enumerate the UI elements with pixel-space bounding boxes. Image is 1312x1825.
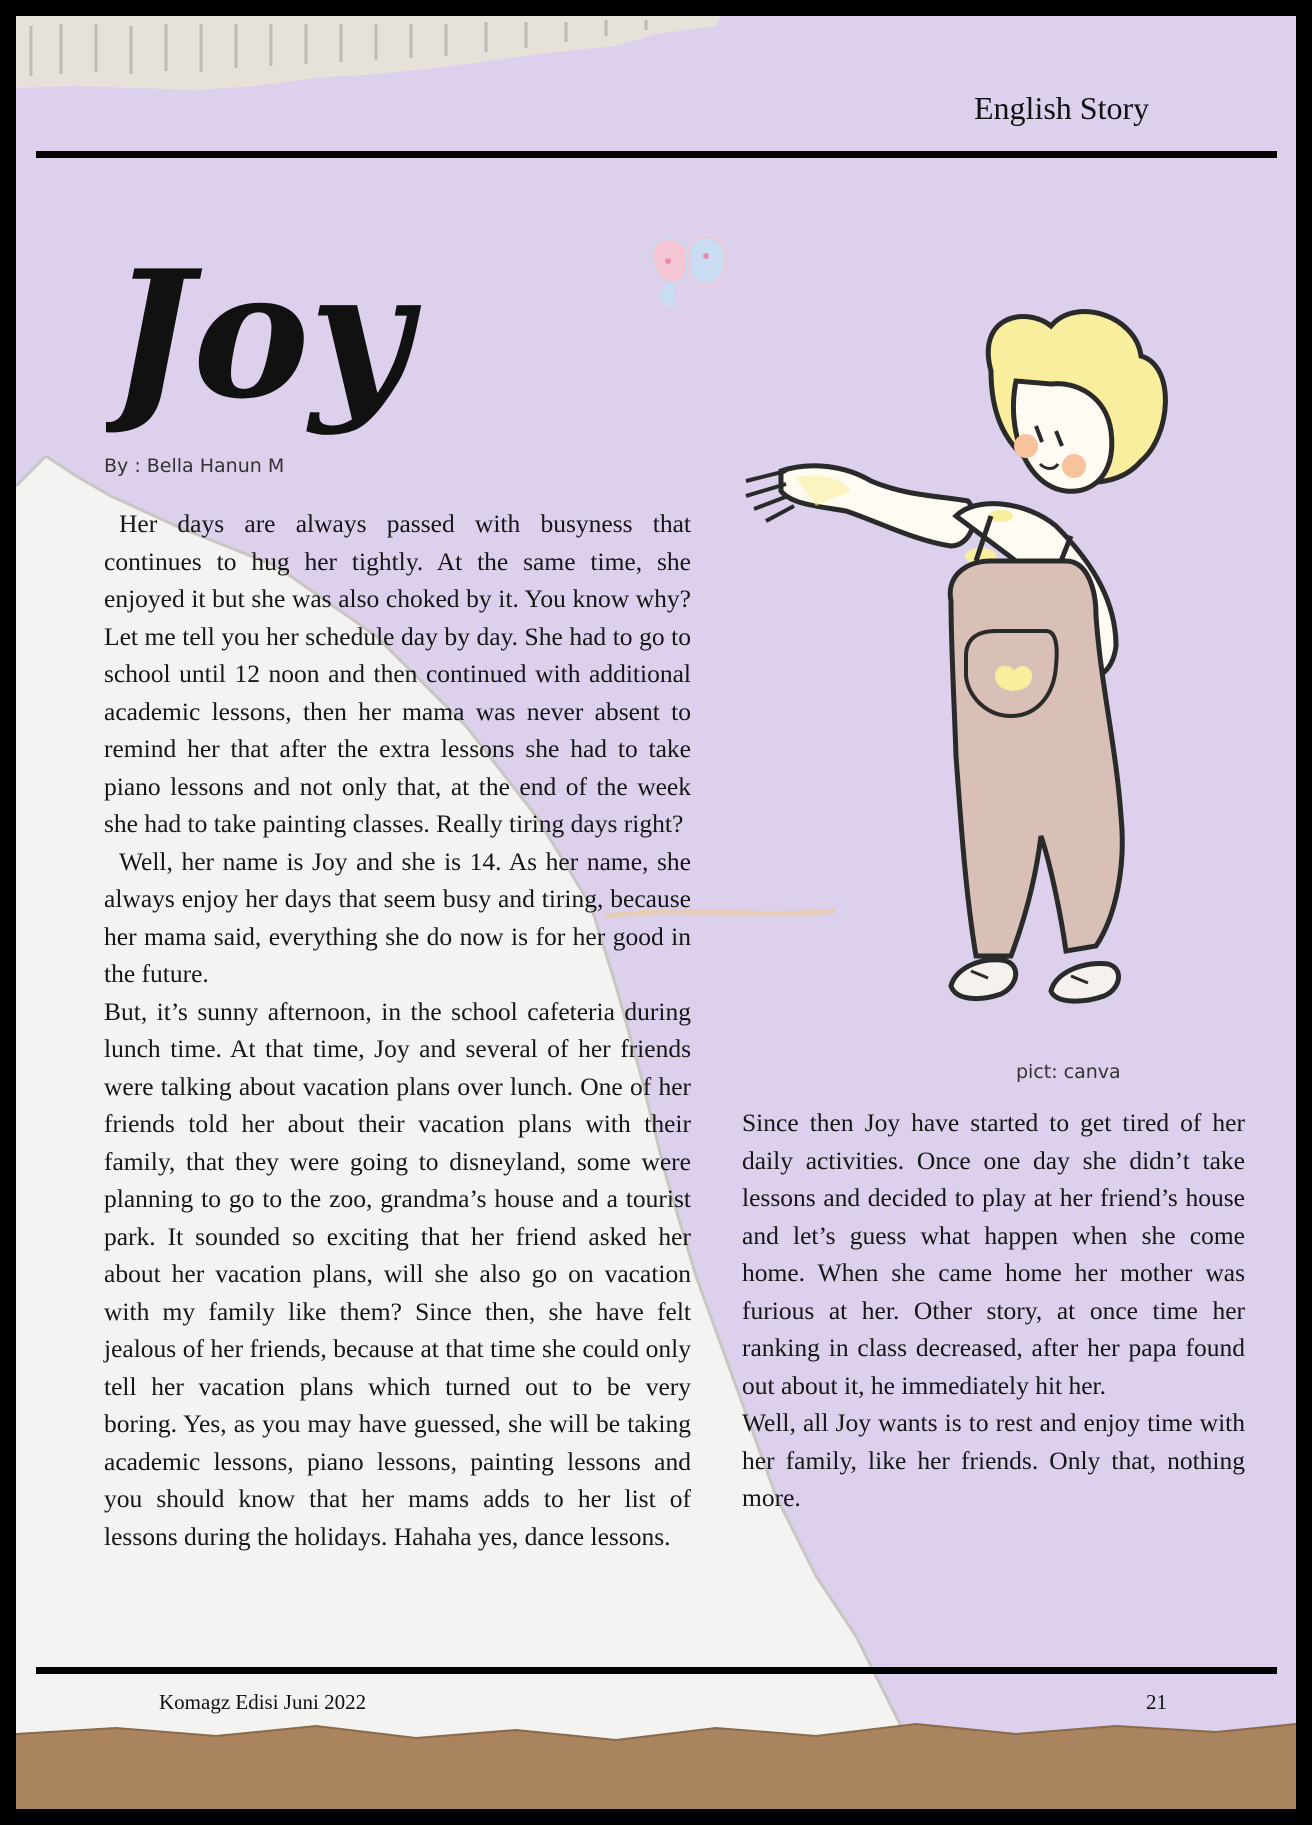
article-paragraph: Since then Joy have started to get tired of her daily activities. Once one day she didn’t take lessons and decided to play at her friend’s house and let’s guess what happen when she come home. When she came home her mother was furious at her. Other story, at once time her ranking in class decreased, after her papa found out about it, he immediately hit her. bbox=[742, 1108, 1245, 1400]
page-number: 21 bbox=[1146, 1690, 1167, 1714]
article-paragraph: Well, all Joy wants is to rest and enjoy time with her family, like her friends. Only that, nothing more. bbox=[742, 1408, 1245, 1512]
article-title-text: Joy bbox=[110, 233, 412, 438]
image-credit: pict: canva bbox=[1016, 1061, 1121, 1083]
child-illustration bbox=[596, 216, 1236, 1076]
kraft-paper-decoration bbox=[16, 1716, 1296, 1809]
article-paragraph: Well, her name is Joy and she is 14. As her name, she always enjoy her days that seem busy and tiring, because her mama said, everything she do now is for her good in the future. bbox=[104, 846, 691, 988]
section-label: English Story bbox=[974, 90, 1150, 126]
butterfly-icon bbox=[652, 237, 726, 306]
footer-edition: Komagz Edisi Juni 2022 bbox=[159, 1690, 367, 1714]
article-column-right bbox=[742, 1104, 1245, 1517]
article-paragraph: But, it’s sunny afternoon, in the school cafeteria during lunch time. At that time, Joy and several of her friends were talking about vacation plans over lunch. One of her friends told her about their vacation plans with their family, that they were going to disneyland, some were planning to go to the zoo, grandma’s house and a tourist park. It sounded so exciting that her friend asked her about her vacation plans, will she also go on vacation with my family like them? Since then, she have felt jealous of her friends, because at that time she could only tell her vacation plans which turned out to be very boring. Yes, as you may have guessed, she will be taking academic lessons, piano lessons, painting lessons and you should know that her mams adds to her list of lessons during the holidays. Hahaha yes, dance lessons. bbox=[104, 996, 691, 1551]
header-rule bbox=[36, 151, 1277, 158]
footer-rule bbox=[36, 1667, 1277, 1674]
magazine-page bbox=[16, 16, 1296, 1809]
article-title bbox=[106, 206, 466, 466]
newsprint-decoration bbox=[16, 16, 736, 96]
byline: By : Bella Hanun M bbox=[104, 455, 285, 477]
article-paragraph: Her days are always passed with busyness that continues to hug her tightly. At the same time, she enjoyed it but she was also choked by it. You know why? Let me tell you her schedule day by day. She had to go to school until 12 noon and then continued with additional academic lessons, then her mama was never absent to remind her that after the extra lessons she had to take piano lessons and not only that, at the end of the week she had to take painting classes. Really tiring days right? bbox=[104, 509, 691, 838]
